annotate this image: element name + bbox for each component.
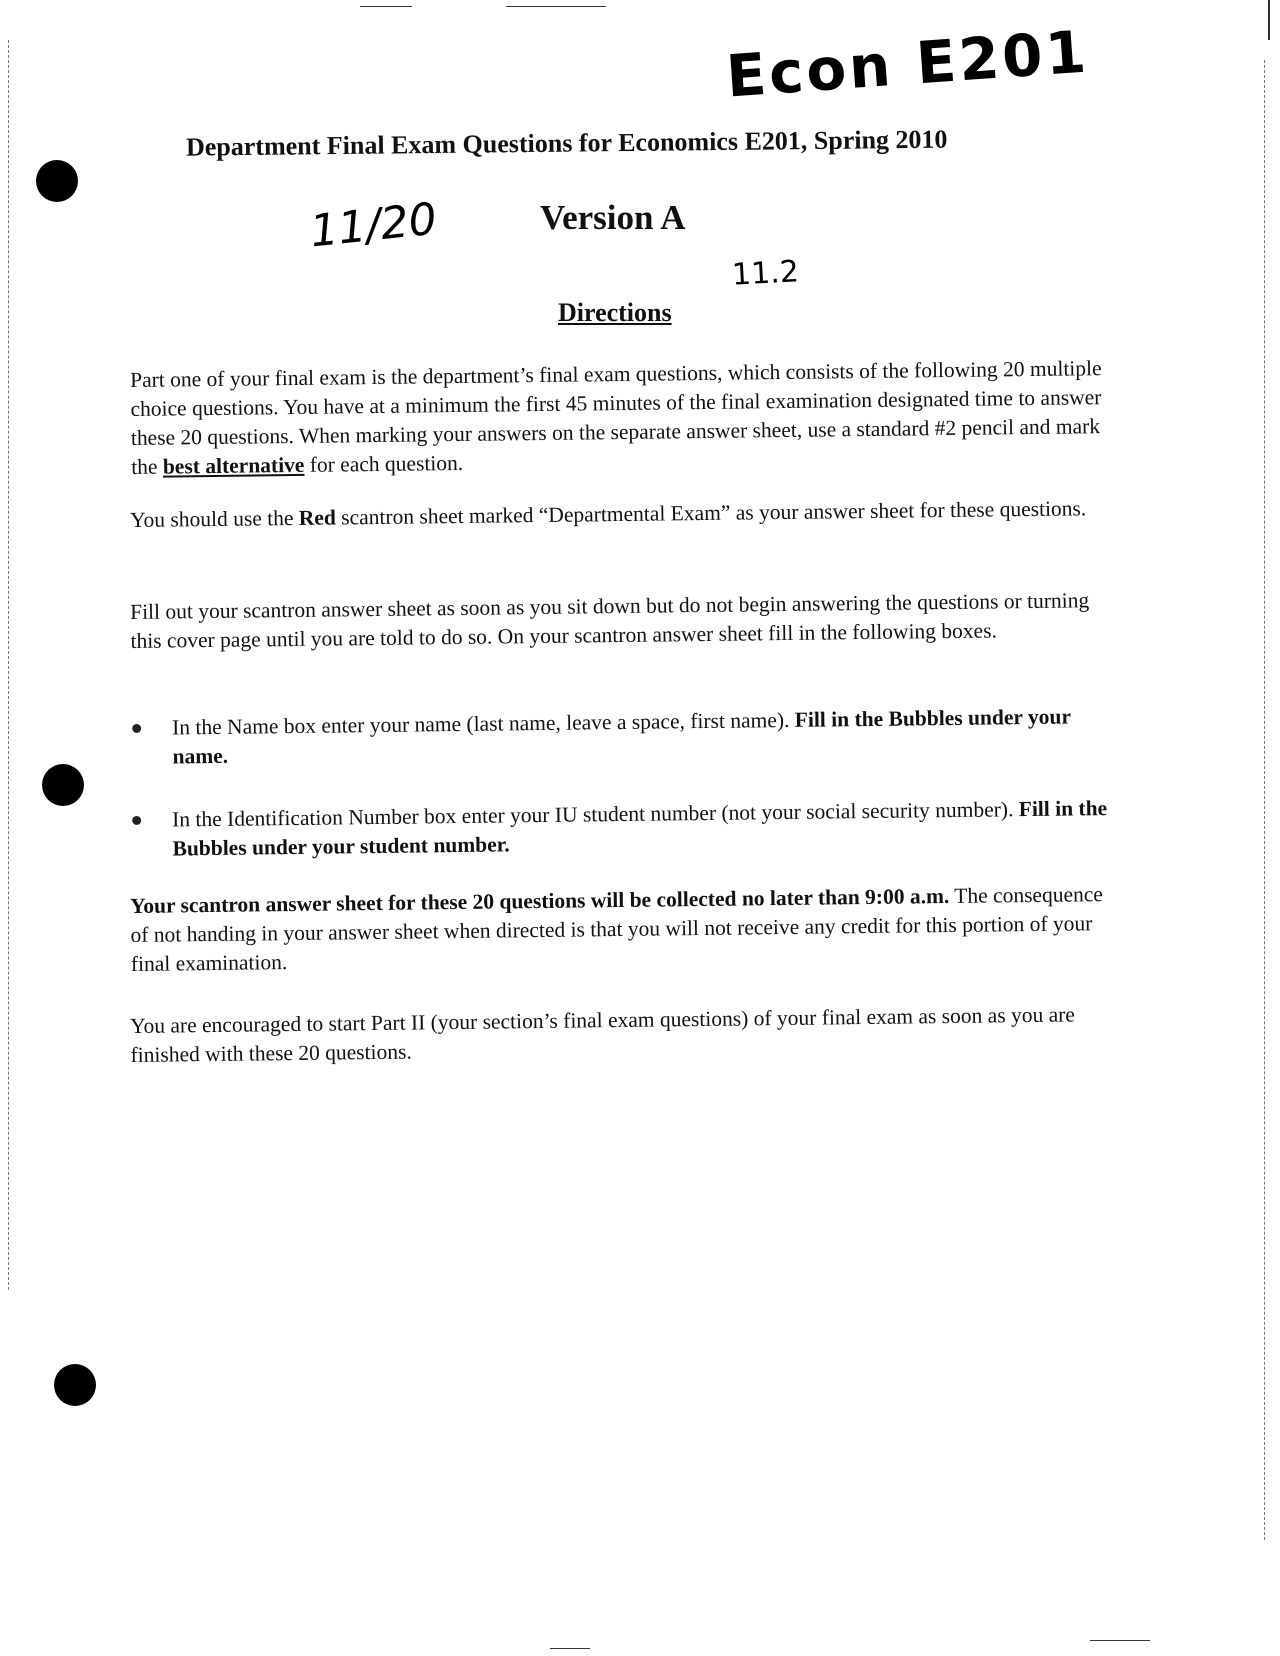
paragraph-answer-sheet bbox=[130, 494, 1110, 535]
scan-mark-bottom-right bbox=[1090, 1640, 1150, 1641]
paragraph-fill-out: Fill out your scantron answer sheet as soon as you sit down but do not begin answering the questions or turning this cover page until you are told to do so. On your scantron answer sheet fill in the following boxes. bbox=[130, 588, 1090, 653]
paragraph-overview-text: Part one of your final exam is the department’s final exam questions, which consists of the following 20 multiple choice questions. You have at a minimum the first 45 minutes of the final examination designated time to answer these 20 questions. When marking your answers on the separate answer sheet, use a standard #2 pencil and mark the bbox=[130, 356, 1102, 479]
scan-edge-left bbox=[8, 40, 10, 1290]
scan-mark-bottom bbox=[550, 1648, 590, 1649]
scan-mark-top-2 bbox=[506, 6, 606, 7]
exam-version: Version A bbox=[540, 198, 686, 237]
bullet-id-box-content bbox=[172, 794, 1113, 863]
punch-hole-top bbox=[36, 160, 78, 202]
bullet-icon bbox=[132, 816, 141, 825]
paragraph-part-two: You are encouraged to start Part II (your section’s final exam questions) of your final exam as soon as you are finished with these 20 questions. bbox=[130, 1002, 1076, 1067]
paragraph-overview bbox=[130, 354, 1111, 482]
bullet-name-box bbox=[132, 702, 1113, 772]
paragraph-overview-tail: for each question. bbox=[304, 450, 464, 477]
directions-heading: Directions bbox=[558, 298, 672, 327]
red-emphasis: Red bbox=[298, 505, 336, 530]
handwritten-note: 11.2 bbox=[731, 254, 800, 293]
bullet-name-box-content bbox=[172, 702, 1113, 771]
paragraph-answer-sheet-tail: scantron sheet marked “Departmental Exam” as your answer sheet for these questions. bbox=[335, 496, 1087, 530]
bullet-id-box-emphasis: Fill in the Bubbles under your student number. bbox=[172, 796, 1108, 861]
scan-edge-right bbox=[1264, 60, 1266, 1540]
best-alternative-emphasis: best alternative bbox=[162, 452, 305, 479]
paragraph-collection-text: The consequence of not handing in your answer sheet when directed is that you will not receive any credit for this portion of your final examination. bbox=[130, 882, 1104, 976]
handwritten-score: 11/20 bbox=[307, 193, 440, 258]
scan-mark-top bbox=[360, 6, 412, 7]
punch-hole-bottom bbox=[54, 1364, 96, 1406]
bullet-name-box-text: In the Name box enter your name (last name, leave a space, first name). bbox=[172, 707, 795, 740]
bullet-id-box bbox=[132, 794, 1113, 864]
collection-emphasis: Your scantron answer sheet for these 20 questions will be collected no later than 9:00 a.m. bbox=[130, 883, 950, 918]
bullet-id-box-text: In the Identification Number box enter your IU student number (not your social security number). bbox=[172, 797, 1019, 832]
exam-title: Department Final Exam Questions for Economics E201, Spring 2010 bbox=[185, 124, 948, 162]
paragraph-collection bbox=[130, 880, 1111, 979]
paragraph-answer-sheet-text: You should use the bbox=[130, 505, 299, 532]
bullet-name-box-emphasis: Fill in the Bubbles under your name. bbox=[172, 704, 1071, 769]
page-edge-right bbox=[1268, 0, 1270, 40]
punch-hole-middle bbox=[42, 764, 84, 806]
handwritten-course: Econ E201 bbox=[724, 17, 1091, 111]
bullet-icon bbox=[132, 724, 141, 733]
